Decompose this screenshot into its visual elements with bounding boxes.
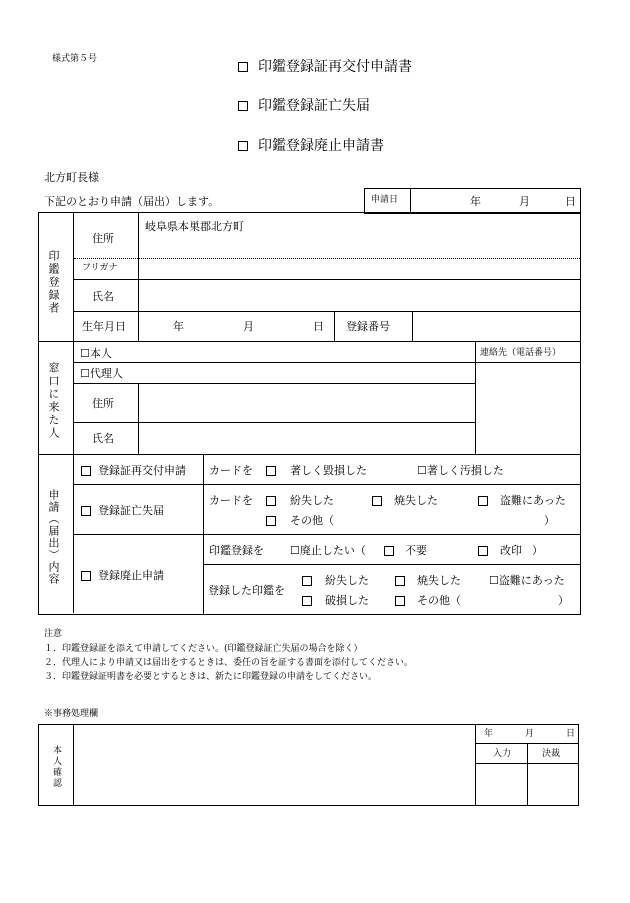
registrant-name-field[interactable] bbox=[139, 280, 579, 310]
office-approval-stamp[interactable] bbox=[528, 764, 578, 805]
seal-burned-checkbox[interactable] bbox=[395, 576, 405, 586]
abolish-close: ） bbox=[532, 544, 543, 557]
furigana-label: フリガナ bbox=[82, 263, 118, 273]
note-item: １．印鑑登録証を添えて申請してください。(印鑑登録証亡失届の場合を除く） bbox=[44, 644, 363, 654]
lost-card-label: カードを bbox=[209, 494, 253, 507]
seal-missing-label: 紛失した bbox=[325, 574, 369, 587]
seal-other-field[interactable] bbox=[470, 592, 555, 608]
lost-missing-checkbox[interactable] bbox=[266, 496, 276, 506]
seal-other-label: その他（ bbox=[417, 594, 461, 607]
seal-burned-label: 焼失した bbox=[417, 574, 461, 587]
visitor-name-field[interactable] bbox=[139, 423, 474, 453]
registrant-address-label: 住所 bbox=[92, 232, 114, 245]
addressee: 北方町長様 bbox=[44, 171, 99, 184]
title-checkbox-abolish[interactable] bbox=[238, 141, 248, 151]
birth-month-label: 月 bbox=[243, 320, 254, 333]
notes-heading: 注意 bbox=[44, 629, 63, 639]
reissue-damaged-label: 著しく毀損した bbox=[290, 464, 367, 477]
identity-check-field[interactable] bbox=[74, 725, 474, 805]
reissue-card-label: カードを bbox=[209, 464, 253, 477]
seal-other-close: ） bbox=[558, 594, 569, 607]
office-input-stamp[interactable] bbox=[476, 764, 526, 805]
furigana-field[interactable] bbox=[139, 259, 579, 279]
note-item: ３．印鑑登録証明書を必要とするときは、新たに印鑑登録の申請をしてください。 bbox=[44, 672, 378, 682]
form-number: 様式第５号 bbox=[52, 54, 98, 64]
reissue-soiled-checkbox[interactable]: ☐著しく汚損した bbox=[417, 464, 504, 477]
registrant-name-label: 氏名 bbox=[92, 290, 114, 303]
intro-text: 下記のとおり申請（届出）します。 bbox=[44, 195, 220, 208]
office-year-label: 年 bbox=[484, 729, 494, 739]
note-item: ２．代理人により申請又は届出をするときは、委任の旨を証する書面を添付してください。 bbox=[44, 658, 414, 668]
title-checkbox-reissue[interactable] bbox=[238, 62, 248, 72]
title-lost: 印鑑登録証亡失届 bbox=[258, 98, 370, 114]
abolish-checkbox[interactable] bbox=[81, 571, 91, 581]
seal-other-checkbox[interactable] bbox=[395, 596, 405, 606]
birth-day-label: 日 bbox=[313, 320, 324, 333]
lost-other-checkbox[interactable] bbox=[266, 516, 276, 526]
reissue-checkbox[interactable] bbox=[81, 466, 91, 476]
apply-month-label: 月 bbox=[519, 195, 530, 208]
lost-label: 登録証亡失届 bbox=[98, 504, 164, 517]
lost-checkbox[interactable] bbox=[81, 506, 91, 516]
office-heading: ※事務処理欄 bbox=[44, 709, 99, 719]
registrant-address-value[interactable]: 岐阜県本巣郡北方町 bbox=[145, 220, 244, 233]
visitor-address-label: 住所 bbox=[92, 397, 114, 410]
office-input-label: 入力 bbox=[493, 749, 512, 759]
title-abolish: 印鑑登録廃止申請書 bbox=[258, 138, 384, 154]
title-checkbox-lost[interactable] bbox=[238, 101, 248, 111]
lost-burned-label: 焼失した bbox=[394, 494, 438, 507]
reg-number-label: 登録番号 bbox=[346, 320, 390, 333]
registrant-section-label: 印鑑登録者 bbox=[47, 250, 60, 315]
contact-phone-field[interactable] bbox=[476, 363, 579, 453]
office-month-label: 月 bbox=[525, 729, 535, 739]
lost-other-label: その他（ bbox=[290, 514, 334, 527]
reissue-label: 登録証再交付申請 bbox=[98, 464, 186, 477]
visitor-address-field[interactable] bbox=[139, 384, 474, 421]
visitor-agent-checkbox[interactable]: ☐代理人 bbox=[80, 367, 123, 380]
lost-other-field[interactable] bbox=[345, 512, 540, 528]
identity-check-label: 本人確認 bbox=[51, 745, 61, 789]
birth-date-label: 生年月日 bbox=[82, 320, 126, 333]
seal-broken-checkbox[interactable] bbox=[302, 596, 312, 606]
office-day-label: 日 bbox=[566, 729, 576, 739]
abolish-want-checkbox[interactable]: ☐廃止したい（ bbox=[290, 544, 366, 557]
lost-stolen-checkbox[interactable] bbox=[478, 496, 488, 506]
abolish-unneeded-checkbox[interactable] bbox=[384, 546, 394, 556]
office-approval-label: 決裁 bbox=[542, 749, 561, 759]
abolish-unneeded-label: 不要 bbox=[405, 544, 427, 557]
apply-year-label: 年 bbox=[470, 195, 481, 208]
seal-broken-label: 破損した bbox=[325, 594, 369, 607]
visitor-self-checkbox[interactable]: ☐本人 bbox=[80, 347, 112, 360]
lost-stolen-label: 盗難にあった bbox=[500, 494, 566, 507]
seal-missing-checkbox[interactable] bbox=[302, 576, 312, 586]
lost-burned-checkbox[interactable] bbox=[372, 496, 382, 506]
lost-missing-label: 紛失した bbox=[290, 494, 334, 507]
abolish-changed-label: 改印 bbox=[500, 544, 522, 557]
abolish-changed-checkbox[interactable] bbox=[478, 546, 488, 556]
apply-day-label: 日 bbox=[565, 195, 576, 208]
visitor-name-label: 氏名 bbox=[92, 432, 114, 445]
content-section-label: 申請（届出）内容 bbox=[47, 489, 60, 585]
abolish-label: 登録廃止申請 bbox=[98, 569, 164, 582]
registered-seal-label: 登録した印鑑を bbox=[208, 584, 285, 597]
reg-number-field[interactable] bbox=[413, 312, 579, 340]
apply-date-label: 申請日 bbox=[371, 195, 399, 205]
seal-stolen-checkbox[interactable]: ☐盗難にあった bbox=[489, 574, 565, 587]
birth-year-label: 年 bbox=[173, 320, 184, 333]
visitor-section-label: 窓口に来た人 bbox=[47, 362, 60, 440]
abolish-seal-label: 印鑑登録を bbox=[209, 544, 264, 557]
title-reissue: 印鑑登録証再交付申請書 bbox=[258, 59, 412, 75]
reissue-damaged-checkbox[interactable] bbox=[266, 466, 276, 476]
lost-other-close: ） bbox=[544, 514, 555, 527]
contact-label: 連絡先（電話番号） bbox=[480, 348, 562, 358]
